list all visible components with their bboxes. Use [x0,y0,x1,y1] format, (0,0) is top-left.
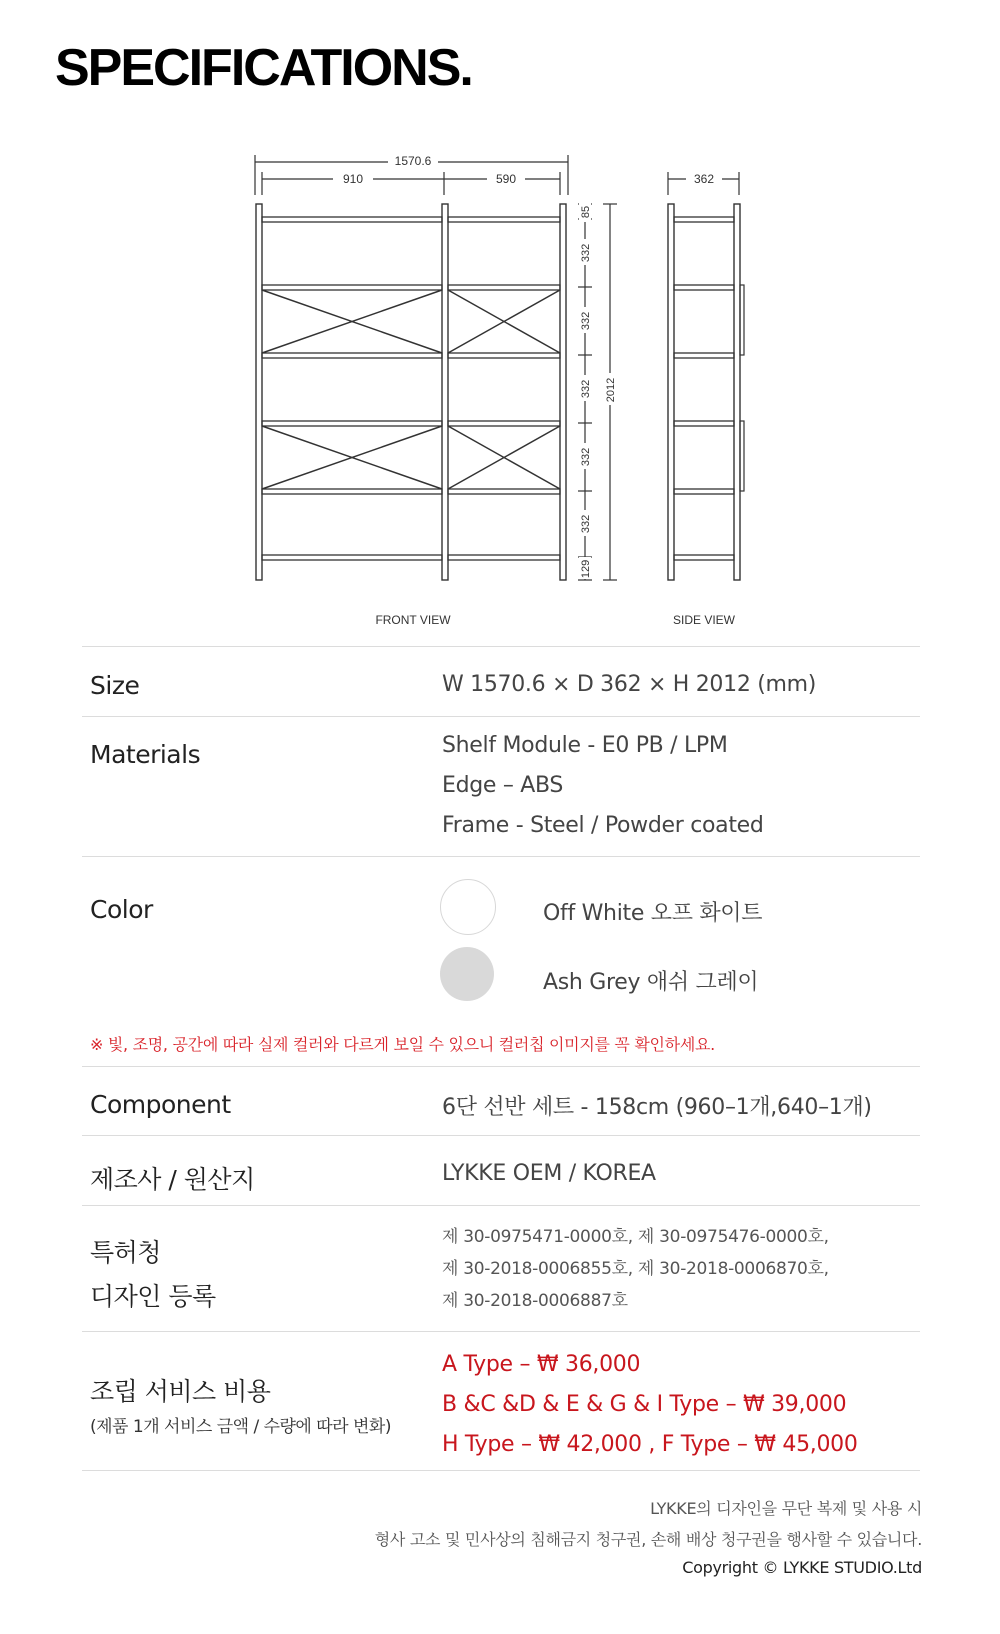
materials-line-3: Frame - Steel / Powder coated [442,813,764,838]
page-title: SPECIFICATIONS. [55,39,472,97]
assembly-price-line-1: A Type – ₩ 36,000 [442,1352,641,1377]
patent-line-1: 제 30-0975471-0000호, 제 30-0975476-0000호, [442,1227,829,1247]
divider [82,1205,920,1206]
color-name-ash-grey: Ash Grey 애쉬 그레이 [543,970,759,995]
manufacturer-label: 제조사 / 원산지 [90,1165,255,1194]
divider [82,716,920,717]
dim-shelf-gap-1: 332 [580,243,592,263]
dim-bottom-gap: 129 [580,559,592,579]
divider [82,1331,920,1332]
size-label: Size [90,671,140,700]
footer-copyright: Copyright © LYKKE STUDIO.Ltd [682,1558,922,1577]
side-view [668,204,744,580]
dim-depth: 362 [693,172,715,186]
dim-total-width: 1570.6 [394,154,432,168]
color-label: Color [90,895,153,924]
dim-shelf-gap-5: 332 [580,514,592,534]
dim-total-height: 2012 [605,377,617,403]
patent-label-line-2: 디자인 등록 [90,1282,216,1311]
patent-label-line-1: 특허청 [90,1238,161,1267]
divider [82,1066,920,1067]
dim-left-width: 910 [342,172,364,186]
dim-right-width: 590 [495,172,517,186]
component-label: Component [90,1090,231,1119]
component-value: 6단 선반 세트 - 158cm (960–1개,640–1개) [442,1095,872,1120]
patent-line-3: 제 30-2018-0006887호 [442,1291,628,1311]
side-view-label: SIDE VIEW [672,613,736,627]
color-name-off-white: Off White 오프 화이트 [543,901,763,926]
assembly-sublabel: (제품 1개 서비스 금액 / 수량에 따라 변화) [90,1417,391,1437]
footer-line-1: LYKKE의 디자인을 무단 복제 및 사용 시 [650,1499,922,1518]
divider [82,646,920,647]
patent-line-2: 제 30-2018-0006855호, 제 30-2018-0006870호, [442,1259,829,1279]
divider [82,1470,920,1471]
dim-shelf-gap-4: 332 [580,447,592,467]
assembly-label: 조립 서비스 비용 [90,1377,271,1406]
materials-line-2: Edge – ABS [442,773,564,798]
size-value: W 1570.6 × D 362 × H 2012 (mm) [442,672,817,697]
color-note: ※ 빛, 조명, 공간에 따라 실제 컬러와 다르게 보일 수 있으니 컬러칩 이미지를 꼭 확인하세요. [90,1035,715,1054]
front-view [256,204,566,580]
footer-line-2: 형사 고소 및 민사상의 침해금지 청구권, 손해 배상 청구권을 행사할 수 있습니다. [374,1530,922,1549]
divider [82,856,920,857]
shelf-technical-drawing [0,150,1000,630]
color-swatch-off-white[interactable] [440,879,496,935]
manufacturer-value: LYKKE OEM / KOREA [442,1161,656,1186]
materials-label: Materials [90,740,201,769]
assembly-price-line-3: H Type – ₩ 42,000 , F Type – ₩ 45,000 [442,1432,858,1457]
dim-top-gap: 85 [580,205,592,219]
dim-shelf-gap-3: 332 [580,379,592,399]
divider [82,1135,920,1136]
dim-shelf-gap-2: 332 [580,311,592,331]
assembly-price-line-2: B &C &D & E & G & I Type – ₩ 39,000 [442,1392,847,1417]
color-swatch-ash-grey[interactable] [440,947,494,1001]
front-view-label: FRONT VIEW [375,613,451,627]
materials-line-1: Shelf Module - E0 PB / LPM [442,733,728,758]
